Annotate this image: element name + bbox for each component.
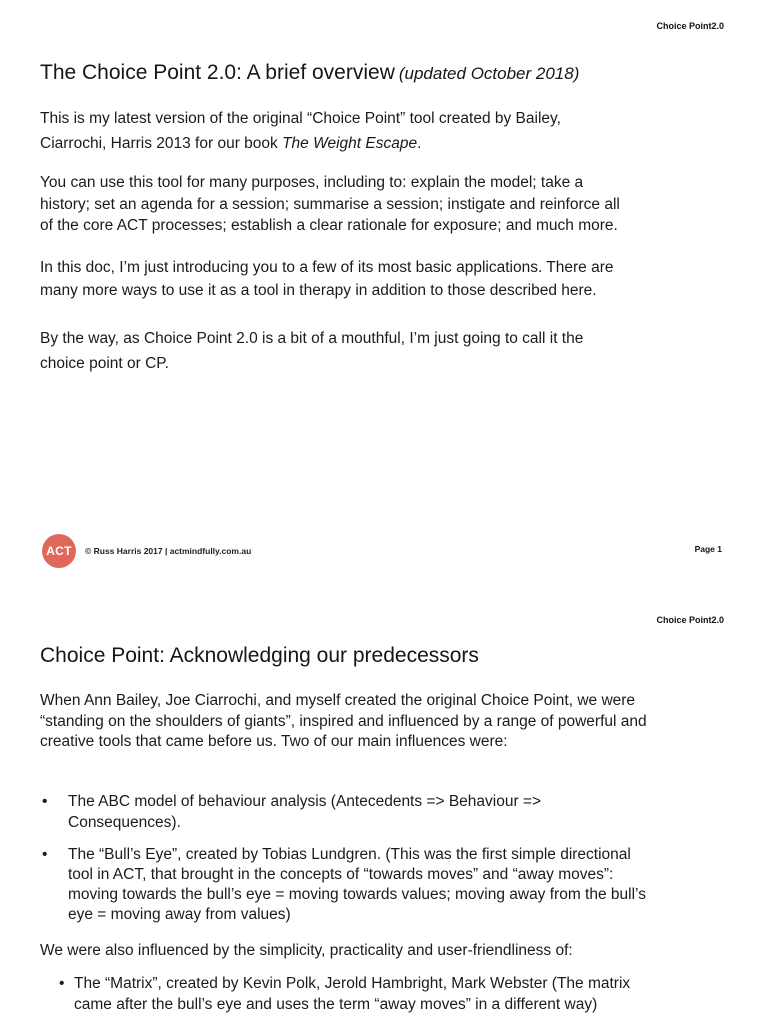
text-line: tool in ACT, that brought in the concepts of “towards moves” and “away moves”:	[68, 866, 614, 883]
bullet-dot: •	[59, 975, 65, 992]
bullet-item-bulls-eye	[42, 845, 646, 925]
text-line: “standing on the shoulders of giants”, inspired and influenced by a range of powerful and	[40, 712, 647, 730]
text-line: history; set an agenda for a session; summarise a session; instigate and reinforce all	[40, 195, 620, 213]
bullet-text	[68, 791, 541, 833]
paragraph-naming	[40, 326, 583, 376]
book-title-text: The Weight Escape	[282, 135, 418, 152]
act-logo: ACT	[42, 534, 76, 568]
text-line: The “Bull’s Eye”, created by Tobias Lundgren. (This was the first simple directional	[68, 846, 631, 863]
text-line: The “Matrix”, created by Kevin Polk, Jerold Hambright, Mark Webster (The matrix	[74, 975, 631, 992]
text-line: By the way, as Choice Point 2.0 is a bit of a mouthful, I’m just going to call it the	[40, 330, 584, 347]
bullet-text	[74, 973, 630, 1015]
page1-running-header: Choice Point2.0	[656, 21, 724, 31]
text-line: You can use this tool for many purposes, including to: explain the model; take a	[40, 174, 584, 191]
text-line: many more ways to use it as a tool in therapy in addition to those described here.	[40, 282, 597, 299]
paragraph-predecessors	[40, 691, 647, 753]
text-line: The ABC model of behaviour analysis (Antecedents => Behaviour =>	[68, 793, 542, 810]
paragraph-intro	[40, 106, 561, 156]
page1-title	[40, 61, 579, 85]
page2-running-header: Choice Point2.0	[656, 615, 724, 625]
page1-title-note: (updated October 2018)	[398, 64, 580, 83]
page1-title-text: The Choice Point 2.0: A brief overview	[40, 61, 395, 84]
text-line: When Ann Bailey, Joe Ciarrochi, and myself created the original Choice Point, we were	[40, 692, 636, 709]
text-line: We were also influenced by the simplicity, practicality and user-friendliness of:	[40, 942, 573, 959]
text-line: moving towards the bull’s eye = moving towards values; moving away from the bull’s	[68, 886, 646, 903]
text-line: In this doc, I’m just introducing you to a few of its most basic applications. There are	[40, 259, 614, 276]
text-line: Consequences).	[68, 814, 181, 831]
text-line: of the core ACT processes; establish a clear rationale for exposure; and much more.	[40, 217, 618, 234]
copyright-text: © Russ Harris 2017 | actmindfully.com.au	[85, 546, 252, 556]
paragraph-purposes	[40, 172, 620, 237]
page-number-label: Page 1	[694, 544, 722, 554]
text-segment: .	[417, 135, 422, 152]
text-line	[40, 131, 561, 156]
text-segment: Ciarrochi, Harris 2013 for our book	[40, 135, 283, 152]
bullet-item-abc-model	[42, 791, 542, 833]
paragraph-applications	[40, 256, 614, 302]
text-line: creative tools that came before us. Two of our main influences were:	[40, 733, 508, 750]
text-line: came after the bull’s eye and uses the term “away moves” in a different way)	[74, 996, 598, 1013]
bullet-text	[68, 845, 646, 925]
text-line: This is my latest version of the original “Choice Point” tool created by Bailey,	[40, 110, 561, 127]
page-2	[0, 580, 768, 1024]
text-line: eye = moving away from values)	[68, 906, 291, 923]
paragraph-influences	[40, 940, 573, 961]
bullet-dot: •	[42, 846, 48, 863]
bullet-item-matrix	[59, 973, 631, 1015]
page2-title: Choice Point: Acknowledging our predecessors	[40, 644, 479, 667]
text-line: choice point or CP.	[40, 355, 169, 372]
bullet-dot: •	[42, 793, 48, 810]
